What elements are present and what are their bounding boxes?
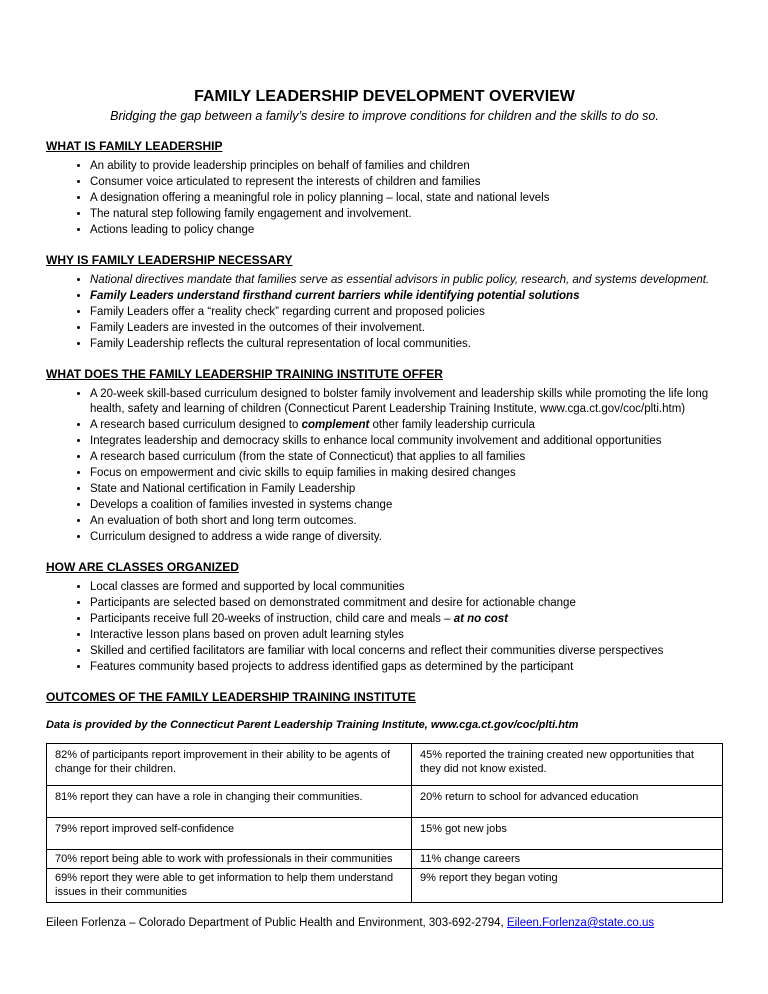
sections-container bbox=[46, 139, 723, 675]
table-cell: 45% reported the training created new opportunities that they did not know existed. bbox=[412, 744, 723, 786]
bullet-text-segment: Develops a coalition of families invested in systems change bbox=[90, 499, 393, 511]
section-outcomes bbox=[46, 690, 723, 903]
bullet-text-segment: National directives mandate that families serve as essential advisors in public policy, research, and systems development. bbox=[90, 274, 710, 286]
outcomes-data-note: Data is provided by the Connecticut Parent Leadership Training Institute, www.cga.ct.gov/coc/plti.htm bbox=[46, 719, 579, 731]
bullet-text-segment: Features community based projects to address identified gaps as determined by the participant bbox=[90, 661, 574, 673]
table-cell: 81% report they can have a role in changing their communities. bbox=[47, 786, 412, 818]
section bbox=[46, 139, 723, 238]
bullet-text-segment: Actions leading to policy change bbox=[90, 224, 255, 236]
outcomes-table bbox=[46, 743, 723, 903]
bullet-item bbox=[90, 418, 723, 433]
bullet-item bbox=[90, 466, 723, 481]
table-cell: 82% of participants report improvement in their ability to be agents of change for their children. bbox=[47, 744, 412, 786]
bullet-text-segment: Skilled and certified facilitators are familiar with local concerns and reflect their communities diverse perspectives bbox=[90, 645, 664, 657]
bullet-item bbox=[90, 628, 723, 643]
bullet-item bbox=[90, 482, 723, 497]
table-cell: 15% got new jobs bbox=[412, 818, 723, 850]
bullet-item bbox=[90, 498, 723, 513]
bullet-text-segment: other family leadership curricula bbox=[369, 419, 535, 431]
section bbox=[46, 560, 723, 675]
bullet-text-segment: The natural step following family engagement and involvement. bbox=[90, 208, 412, 220]
section-heading: WHY IS FAMILY LEADERSHIP NECESSARY bbox=[46, 253, 293, 267]
bullet-item bbox=[90, 387, 723, 417]
bullet-text-segment: Curriculum designed to address a wide range of diversity. bbox=[90, 531, 382, 543]
bullet-item bbox=[90, 223, 723, 238]
bullet-text-segment: A 20-week skill-based curriculum designed to bolster family involvement and leadership skills while promoting the life long health, safety and learning of children (Connecticut Parent Leadership Training Institute, www.cga.ct.gov/coc/plti.htm) bbox=[90, 388, 709, 415]
bullet-text-segment: at no cost bbox=[453, 613, 509, 625]
bullet-list bbox=[46, 159, 723, 238]
bullet-text-segment: complement bbox=[301, 419, 370, 431]
bullet-text-segment: Family Leaders offer a “reality check” regarding current and proposed policies bbox=[90, 306, 485, 318]
bullet-text-segment: A research based curriculum designed to bbox=[90, 419, 302, 431]
table-cell: 69% report they were able to get information to help them understand issues in their communities bbox=[47, 869, 412, 903]
footer bbox=[46, 916, 723, 931]
bullet-text-segment: Family Leadership reflects the cultural representation of local communities. bbox=[90, 338, 471, 350]
section-heading: WHAT DOES THE FAMILY LEADERSHIP TRAINING INSTITUTE OFFER bbox=[46, 367, 443, 381]
bullet-item bbox=[90, 305, 723, 320]
bullet-item bbox=[90, 207, 723, 222]
bullet-item bbox=[90, 191, 723, 206]
page-subtitle: Bridging the gap between a family’s desire to improve conditions for children and the skills to do so. bbox=[110, 109, 659, 123]
bullet-item bbox=[90, 159, 723, 174]
bullet-text-segment: State and National certification in Family Leadership bbox=[90, 483, 356, 495]
table-row bbox=[47, 869, 723, 903]
bullet-text-segment: Integrates leadership and democracy skills to enhance local community involvement and additional opportunities bbox=[90, 435, 662, 447]
table-cell: 70% report being able to work with professionals in their communities bbox=[47, 850, 412, 869]
bullet-item bbox=[90, 175, 723, 190]
bullet-text-segment: Interactive lesson plans based on proven adult learning styles bbox=[90, 629, 404, 641]
bullet-item bbox=[90, 580, 723, 595]
bullet-item bbox=[90, 337, 723, 352]
bullet-text-segment: Local classes are formed and supported by local communities bbox=[90, 581, 405, 593]
bullet-item bbox=[90, 273, 723, 288]
footer-contact-text: Eileen Forlenza – Colorado Department of Public Health and Environment, 303-692-2794, bbox=[46, 917, 507, 929]
bullet-text-segment: Participants are selected based on demonstrated commitment and desire for actionable change bbox=[90, 597, 576, 609]
section-heading: WHAT IS FAMILY LEADERSHIP bbox=[46, 139, 223, 153]
bullet-item bbox=[90, 289, 723, 304]
bullet-text-segment: Family Leaders are invested in the outcomes of their involvement. bbox=[90, 322, 425, 334]
bullet-item bbox=[90, 434, 723, 449]
bullet-text-segment: Focus on empowerment and civic skills to equip families in making desired changes bbox=[90, 467, 516, 479]
bullet-text-segment: A designation offering a meaningful role in policy planning – local, state and national levels bbox=[90, 192, 550, 204]
bullet-item bbox=[90, 514, 723, 529]
bullet-item bbox=[90, 596, 723, 611]
bullet-text-segment: Consumer voice articulated to represent the interests of children and families bbox=[90, 176, 481, 188]
table-row bbox=[47, 744, 723, 786]
table-row bbox=[47, 818, 723, 850]
bullet-text-segment: An ability to provide leadership principles on behalf of families and children bbox=[90, 160, 470, 172]
bullet-text-segment: Family Leaders understand firsthand current barriers while identifying potential solutions bbox=[90, 290, 580, 302]
table-cell: 20% return to school for advanced education bbox=[412, 786, 723, 818]
section bbox=[46, 367, 723, 545]
table-cell: 79% report improved self-confidence bbox=[47, 818, 412, 850]
outcomes-table-body bbox=[47, 744, 723, 903]
footer-email-link[interactable]: Eileen.Forlenza@state.co.us bbox=[506, 917, 655, 929]
page-title: FAMILY LEADERSHIP DEVELOPMENT OVERVIEW bbox=[194, 88, 575, 105]
bullet-text-segment: A research based curriculum (from the state of Connecticut) that applies to all families bbox=[90, 451, 526, 463]
bullet-item bbox=[90, 660, 723, 675]
bullet-text-segment: Participants receive full 20-weeks of instruction, child care and meals – bbox=[90, 613, 454, 625]
bullet-item bbox=[90, 530, 723, 545]
bullet-item bbox=[90, 612, 723, 627]
bullet-list bbox=[46, 580, 723, 675]
bullet-text-segment: An evaluation of both short and long term outcomes. bbox=[90, 515, 357, 527]
table-cell: 9% report they began voting bbox=[412, 869, 723, 903]
bullet-list bbox=[46, 273, 723, 352]
section-heading: HOW ARE CLASSES ORGANIZED bbox=[46, 560, 239, 574]
bullet-item bbox=[90, 644, 723, 659]
table-row bbox=[47, 850, 723, 869]
section bbox=[46, 253, 723, 352]
bullet-item bbox=[90, 450, 723, 465]
table-cell: 11% change careers bbox=[412, 850, 723, 869]
bullet-list bbox=[46, 387, 723, 545]
table-row bbox=[47, 786, 723, 818]
bullet-item bbox=[90, 321, 723, 336]
section-heading-outcomes: OUTCOMES OF THE FAMILY LEADERSHIP TRAINING INSTITUTE bbox=[46, 690, 416, 704]
